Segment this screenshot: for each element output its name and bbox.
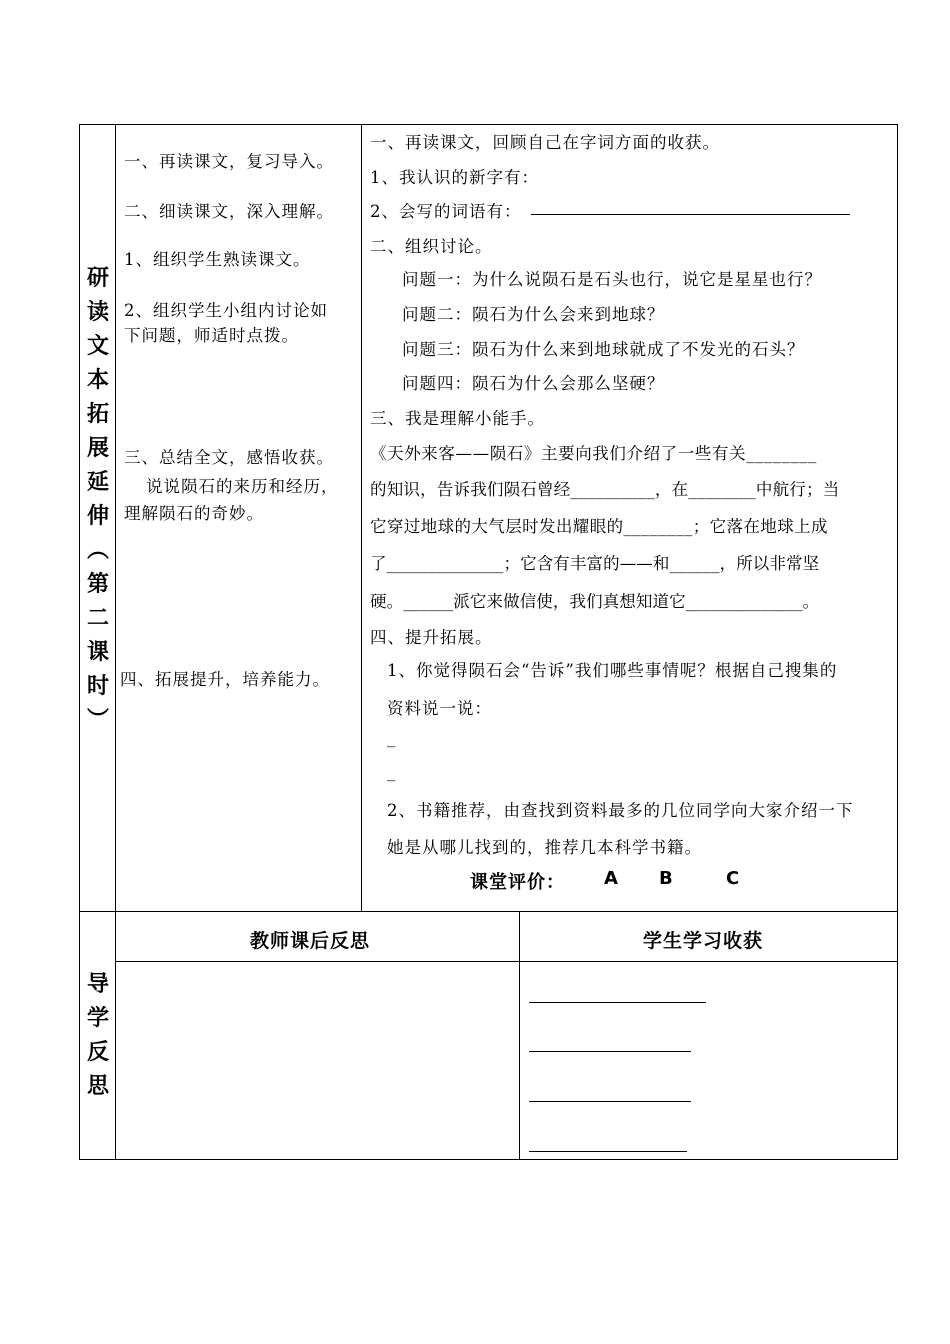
teacher-reflection-header: 教师课后反思 — [250, 930, 371, 952]
student-line-1: 一、再读课文，回顾自己在字词方面的收获。 — [370, 133, 720, 152]
eval-option-a[interactable]: A — [604, 868, 619, 889]
answer-dash-1: _ — [387, 728, 397, 747]
answer-dash-2: _ — [387, 762, 397, 781]
teacher-step-4a: 2、组织学生小组内讨论如 — [124, 301, 328, 320]
question-3: 问题三：陨石为什么来到地球就成了不发光的石头？ — [402, 340, 805, 359]
teacher-step-7: 四、拓展提升，培养能力。 — [120, 670, 330, 689]
gains-line-2 — [529, 1051, 691, 1052]
fill-paragraph-3: 它穿过地球的大气层时发出耀眼的________；它落在地球上成 — [370, 517, 828, 536]
table-border-bottom — [79, 1159, 898, 1160]
row-divider-header — [115, 961, 898, 962]
eval-option-c[interactable]: C — [726, 868, 741, 889]
eval-label: 课堂评价： — [470, 872, 565, 893]
eval-option-b[interactable]: B — [659, 868, 674, 889]
gains-line-4 — [529, 1151, 687, 1152]
fill-paragraph-2: 的知识，告诉我们陨石曾经__________，在________中航行；当 — [370, 480, 840, 499]
student-line-4: 二、组织讨论。 — [370, 237, 493, 256]
col-divider-mid — [361, 124, 362, 912]
section2-side-label: 导 学 反 思 — [86, 972, 109, 1099]
question-1: 问题一：为什么说陨石是石头也行，说它是星星也行？ — [402, 270, 822, 289]
extension-2a: 2、书籍推荐，由查找到资料最多的几位同学向大家介绍一下 — [387, 801, 854, 820]
question-2: 问题二：陨石为什么会来到地球？ — [402, 305, 665, 324]
teacher-step-1: 一、再读课文，复习导入。 — [124, 152, 334, 171]
section1-side-label: 研 读 文 本 拓 展 延 伸 ︵ 第 二 课 时 ︶ — [86, 266, 109, 733]
table-border-right — [897, 124, 898, 1160]
question-4: 问题四：陨石为什么会那么坚硬？ — [402, 374, 665, 393]
gains-line-1 — [529, 1002, 706, 1003]
student-line-6: 四、提升拓展。 — [370, 628, 493, 647]
fill-paragraph-4: 了______________；它含有丰富的——和______，所以非常坚 — [370, 554, 820, 573]
col-divider-bottom — [519, 911, 520, 1160]
teacher-step-6a: 说说陨石的来历和经历， — [146, 477, 339, 496]
teacher-step-5: 三、总结全文，感悟收获。 — [124, 448, 334, 467]
fill-paragraph-1: 《天外来客——陨石》主要向我们介绍了一些有关________ — [370, 444, 817, 463]
student-gains-header: 学生学习收获 — [643, 930, 764, 952]
gains-line-3 — [529, 1101, 691, 1102]
teacher-step-6b: 理解陨石的奇妙。 — [124, 504, 264, 523]
extension-1a: 1、你觉得陨石会“告诉”我们哪些事情呢？根据自己搜集的 — [387, 661, 838, 680]
fill-paragraph-5: 硬。______派它来做信使，我们真想知道它______________。 — [370, 592, 820, 611]
extension-1b: 资料说一说： — [387, 699, 492, 718]
teacher-step-3: 1、组织学生熟读课文。 — [124, 250, 311, 269]
extension-2b: 她是从哪儿找到的，推荐几本科学书籍。 — [387, 838, 702, 857]
teacher-step-2: 二、细读课文，深入理解。 — [124, 202, 334, 221]
student-line-2: 1、我认识的新字有： — [370, 168, 539, 187]
table-border-top — [79, 124, 898, 125]
answer-line-words — [531, 214, 850, 215]
student-line-3: 2、会写的词语有： — [370, 202, 522, 221]
teacher-step-4b: 下问题，师适时点拨。 — [124, 326, 299, 345]
student-line-5: 三、我是理解小能手。 — [370, 409, 545, 428]
row-divider-sections — [79, 911, 898, 912]
